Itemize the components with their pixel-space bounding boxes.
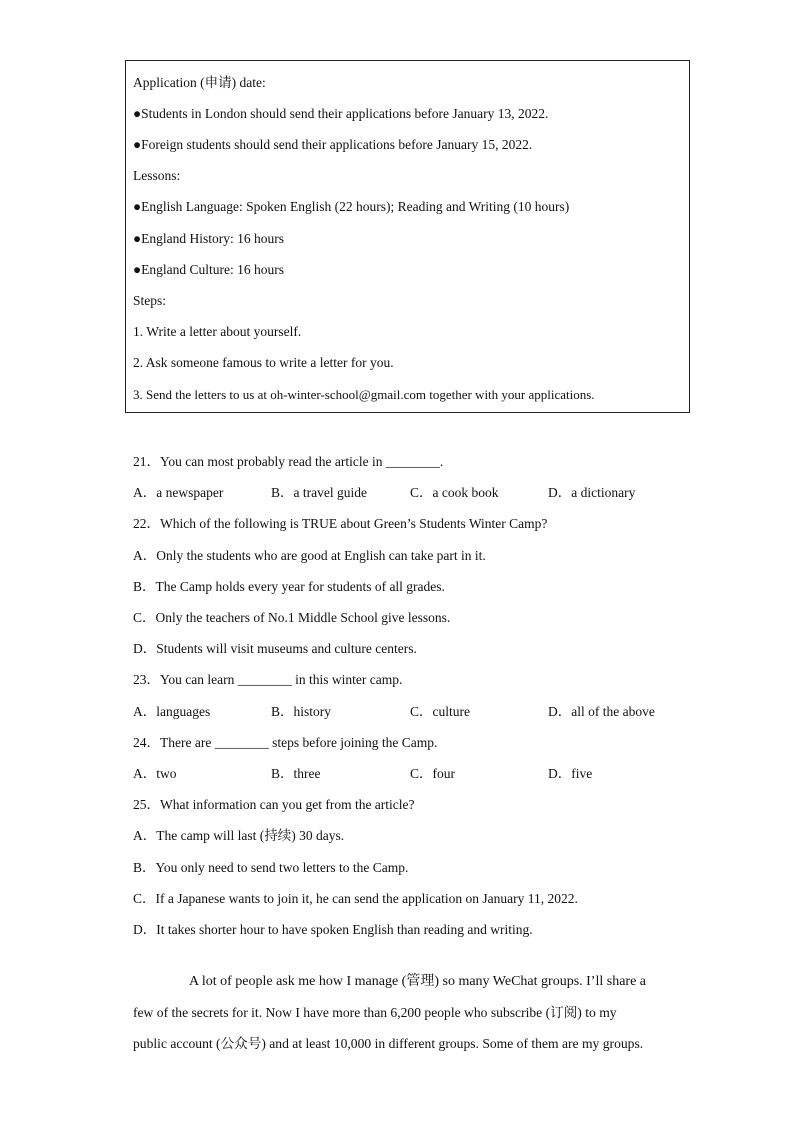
question-23-option-b: B．history	[271, 704, 332, 719]
question-23-option-c: C．culture	[410, 704, 470, 719]
steps-title: Steps:	[133, 293, 167, 308]
question-22-option-c: C．Only the teachers of No.1 Middle School give lessons.	[133, 610, 451, 625]
question-25-option-c: C．If a Japanese wants to join it, he can send the application on January 11, 2022.	[133, 891, 578, 906]
question-25-option-b: B．You only need to send two letters to the Camp.	[133, 860, 409, 875]
application-bullet-2: ●Foreign students should send their applications before January 15, 2022.	[133, 137, 533, 152]
question-23-option-a: A．languages	[133, 704, 211, 719]
application-title: Application (申请) date:	[133, 75, 266, 90]
step-1: 1. Write a letter about yourself.	[133, 324, 302, 339]
question-22-option-a: A．Only the students who are good at English can take part in it.	[133, 548, 486, 563]
question-22-option-d: D．Students will visit museums and culture centers.	[133, 641, 417, 656]
application-bullet-1: ●Students in London should send their applications before January 13, 2022.	[133, 106, 549, 121]
info-box	[125, 60, 690, 413]
question-23-option-d: D．all of the above	[548, 704, 655, 719]
question-22-stem: 22．Which of the following is TRUE about Green’s Students Winter Camp?	[133, 516, 548, 531]
passage-line-3: public account (公众号) and at least 10,000 in different groups. Some of them are my groups.	[133, 1036, 644, 1051]
question-24-option-c: C．four	[410, 766, 455, 781]
question-21-stem: 21．You can most probably read the article in ________.	[133, 454, 444, 469]
lessons-title: Lessons:	[133, 168, 181, 183]
question-21-option-d: D．a dictionary	[548, 485, 636, 500]
question-24-option-b: B．three	[271, 766, 321, 781]
step-2: 2. Ask someone famous to write a letter for you.	[133, 355, 394, 370]
question-23-stem: 23．You can learn ________ in this winter camp.	[133, 672, 403, 687]
step-3: 3. Send the letters to us at oh-winter-school@gmail.com together with your applications.	[133, 387, 595, 402]
question-24-option-a: A．two	[133, 766, 177, 781]
passage-line-1: A lot of people ask me how I manage (管理) so many WeChat groups. I’ll share a	[189, 974, 647, 989]
question-21-option-b: B．a travel guide	[271, 485, 367, 500]
question-24-option-d: D．five	[548, 766, 593, 781]
lesson-english: ●English Language: Spoken English (22 hours); Reading and Writing (10 hours)	[133, 199, 570, 214]
question-24-stem: 24．There are ________ steps before joining the Camp.	[133, 735, 438, 750]
question-25-stem: 25．What information can you get from the article?	[133, 797, 415, 812]
question-21-option-a: A．a newspaper	[133, 485, 224, 500]
question-25-option-a: A．The camp will last (持续) 30 days.	[133, 828, 345, 843]
question-25-option-d: D．It takes shorter hour to have spoken English than reading and writing.	[133, 922, 533, 937]
passage-line-2: few of the secrets for it. Now I have more than 6,200 people who subscribe (订阅) to my	[133, 1005, 617, 1020]
lesson-history: ●England History: 16 hours	[133, 231, 285, 246]
question-21-option-c: C．a cook book	[410, 485, 499, 500]
question-22-option-b: B．The Camp holds every year for students of all grades.	[133, 579, 445, 594]
lesson-culture: ●England Culture: 16 hours	[133, 262, 285, 277]
